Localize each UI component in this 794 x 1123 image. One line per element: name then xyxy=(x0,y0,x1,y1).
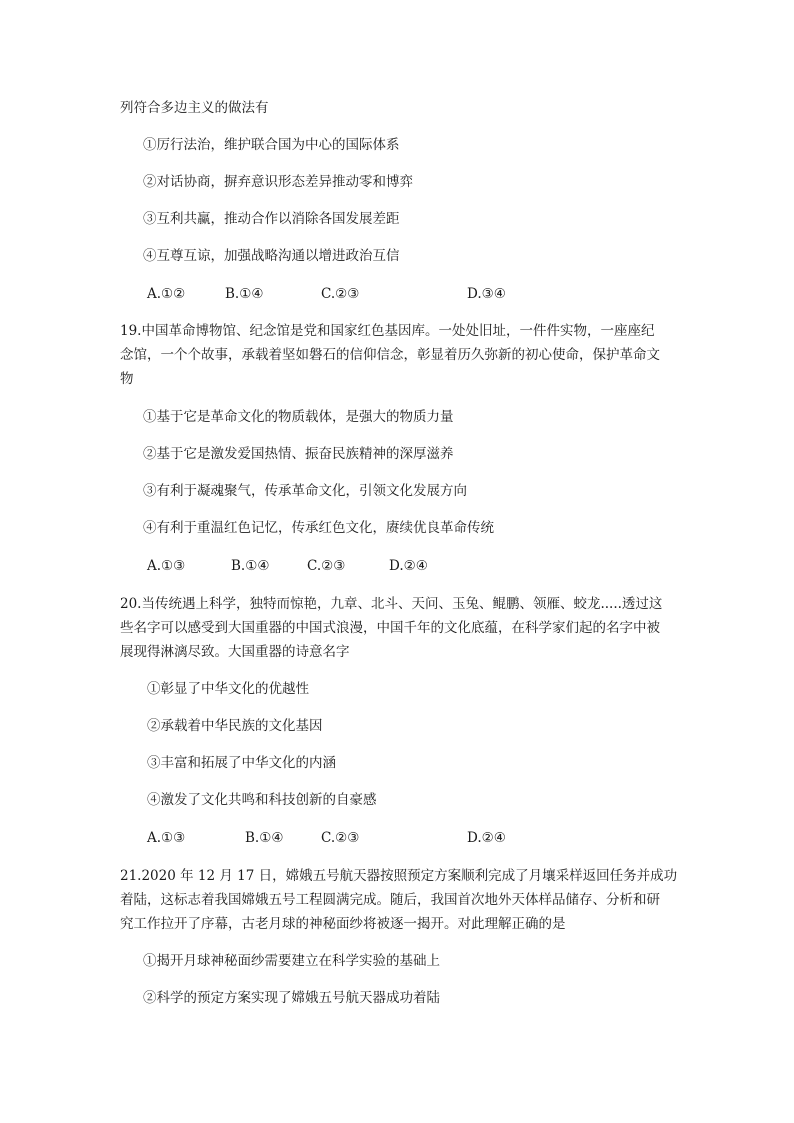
q20-stem-line-1: 20.当传统遇上科学，独特而惊艳，九章、北斗、天问、玉兔、鲲鹏、领雁、蛟龙.....透过这 xyxy=(120,596,663,612)
q20-choice-d: D.②④ xyxy=(467,830,506,846)
q18-stem-tail: 列符合多边主义的做法有 xyxy=(120,100,269,116)
q20-choice-c: C.②③ xyxy=(321,830,360,846)
q18-option-1: ①厉行法治，维护联合国为中心的国际体系 xyxy=(143,137,400,153)
q19-stem-line-1: 19.中国革命博物馆、纪念馆是党和国家红色基因库。一处处旧址，一件件实物，一座座纪 xyxy=(120,323,655,339)
q18-choice-c: C.②③ xyxy=(321,286,360,302)
q19-option-4: ④有利于重温红色记忆，传承红色文化，赓续优良革命传统 xyxy=(143,520,494,536)
q20-option-1: ①彰显了中华文化的优越性 xyxy=(147,681,309,697)
q19-option-3: ③有利于凝魂聚气，传承革命文化，引领文化发展方向 xyxy=(143,483,467,499)
q19-option-2: ②基于它是激发爱国热情、振奋民族精神的深厚滋养 xyxy=(143,446,454,462)
q18-choice-d: D.③④ xyxy=(467,286,506,302)
q18-choice-a: A.①② xyxy=(147,286,186,302)
q20-choice-b: B.①④ xyxy=(245,830,284,846)
q20-stem-line-2: 些名字可以感受到大国重器的中国式浪漫，中国千年的文化底蕴，在科学家们起的名字中被 xyxy=(120,620,660,636)
q18-option-2: ②对话协商，摒弃意识形态差异推动零和博弈 xyxy=(143,174,413,190)
q19-option-1: ①基于它是革命文化的物质载体，是强大的物质力量 xyxy=(143,409,454,425)
q19-choice-a: A.①③ xyxy=(147,558,186,574)
q21-option-1: ①揭开月球神秘面纱需要建立在科学实验的基础上 xyxy=(143,953,440,969)
q21-stem-line-1: 21.2020 年 12 月 17 日，嫦娥五号航天器按照预定方案顺利完成了月壤采样返回任务并成功 xyxy=(120,868,678,884)
q19-choice-d: D.②④ xyxy=(389,558,428,574)
q20-stem-line-3: 展现得淋漓尽致。大国重器的诗意名字 xyxy=(120,644,350,660)
q19-stem-line-3: 物 xyxy=(120,371,134,387)
q18-option-4: ④互尊互谅，加强战略沟通以增进政治互信 xyxy=(143,248,400,264)
q18-choice-b: B.①④ xyxy=(225,286,264,302)
q20-option-4: ④激发了文化共鸣和科技创新的自豪感 xyxy=(147,792,377,808)
q20-option-2: ②承载着中华民族的文化基因 xyxy=(147,718,323,734)
q21-stem-line-3: 究工作拉开了序幕，古老月球的神秘面纱将被逐一揭开。对此理解正确的是 xyxy=(120,916,566,932)
q19-stem-line-2: 念馆，一个个故事，承载着坚如磐石的信仰信念，彰显着历久弥新的初心使命，保护革命文 xyxy=(120,347,660,363)
q19-choice-c: C.②③ xyxy=(307,558,346,574)
q21-stem-line-2: 着陆，这标志着我国嫦娥五号工程圆满完成。随后，我国首次地外天体样品储存、分析和研 xyxy=(120,892,660,908)
q21-option-2: ②科学的预定方案实现了嫦娥五号航天器成功着陆 xyxy=(143,990,440,1006)
q19-choice-b: B.①④ xyxy=(231,558,270,574)
q20-option-3: ③丰富和拓展了中华文化的内涵 xyxy=(147,755,336,771)
q18-option-3: ③互利共赢，推动合作以消除各国发展差距 xyxy=(143,211,400,227)
q20-choice-a: A.①③ xyxy=(147,830,186,846)
